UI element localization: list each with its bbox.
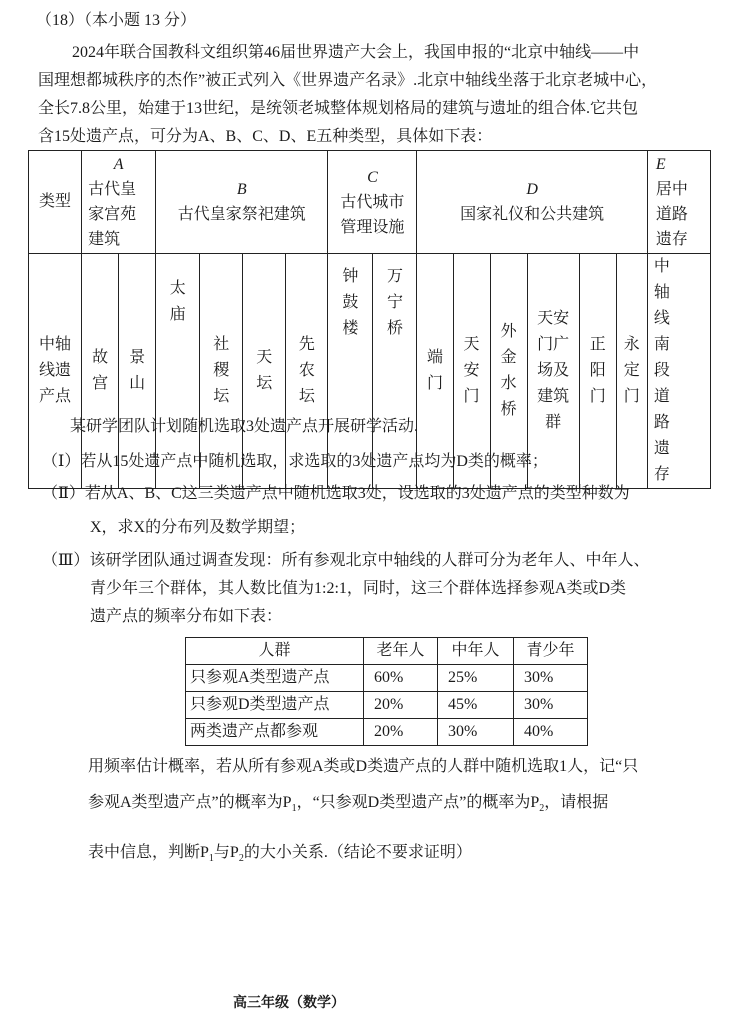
site-cell: 钟鼓楼 — [328, 254, 373, 489]
cell: 20% — [364, 719, 438, 746]
tail-line: 用频率估计概率，若从所有参观A类或D类遗产点的人群中随机选取1人，记“只 — [88, 758, 639, 775]
intro-line: 全长7.8公里，始建于13世纪，是统领老城整体规划格局的建筑与遗址的组合体.它共包 — [38, 100, 639, 117]
header-cell: 青少年 — [514, 638, 588, 665]
type-label: 类型 — [29, 151, 82, 254]
site-cell: 端门 — [417, 254, 453, 489]
question-3-cont: 青少年三个群体，其人数比值为1:2:1，同时，这三个群体选择参观A类或D类 — [90, 580, 627, 597]
site-cell: 社稷坛 — [200, 254, 243, 489]
table-row — [186, 719, 588, 746]
site-cell: 太庙 — [156, 254, 200, 489]
cell: 60% — [364, 665, 438, 692]
heritage-sites-table — [28, 150, 711, 489]
cell: 30% — [438, 719, 514, 746]
site-cell: 中轴线南段道路遗存 — [647, 254, 710, 489]
problem-header: （18）（本小题 13 分） — [36, 12, 197, 29]
category-e: E 居中道路遗存 — [647, 151, 710, 254]
site-cell: 天坛 — [243, 254, 286, 489]
site-cell: 故宫 — [82, 254, 119, 489]
row-label: 只参观D类型遗产点 — [186, 692, 364, 719]
header-cell: 老年人 — [364, 638, 438, 665]
question-3: （Ⅲ）该研学团队通过调查发现：所有参观北京中轴线的人群可分为老年人、中年人、 — [42, 552, 650, 569]
page-footer: 高三年级（数学） — [233, 995, 345, 1011]
category-d: D 国家礼仪和公共建筑 — [417, 151, 647, 254]
header-cell: 人群 — [186, 638, 364, 665]
cell: 20% — [364, 692, 438, 719]
question-3-cont: 遗产点的频率分布如下表： — [90, 608, 283, 625]
intro-line: 国理想都城秩序的杰作”被正式列入《世界遗产名录》.北京中轴线坐落于北京老城中心， — [38, 72, 658, 89]
table-row — [186, 692, 588, 719]
table-row — [186, 665, 588, 692]
row-label: 中轴线遗产点 — [29, 254, 82, 489]
site-cell: 天安门 — [453, 254, 490, 489]
site-cell: 先农坛 — [286, 254, 328, 489]
tail-line: 表中信息，判断$P_1$与$P_2$的大小关系.（结论不要求证明） — [88, 844, 472, 865]
site-cell: 永定门 — [616, 254, 647, 489]
intro-line: 2024年联合国教科文组织第46届世界遗产大会上，我国申报的“北京中轴线——中 — [72, 44, 640, 61]
site-cell: 景山 — [119, 254, 156, 489]
intro-line: 含15处遗产点，可分为A、B、C、D、E五种类型，具体如下表： — [38, 128, 493, 145]
category-a: A 古代皇家宫苑建筑 — [82, 151, 156, 254]
type-row — [29, 151, 711, 254]
category-c: C 古代城市管理设施 — [328, 151, 417, 254]
frequency-table — [185, 637, 588, 746]
cell: 30% — [514, 692, 588, 719]
site-cell: 天安门广场及建筑群 — [527, 254, 579, 489]
cell: 30% — [514, 665, 588, 692]
site-cell: 正阳门 — [579, 254, 616, 489]
question-2-cont: X，求X的分布列及数学期望； — [90, 519, 306, 536]
site-cell: 外金水桥 — [490, 254, 527, 489]
row-label: 只参观A类型遗产点 — [186, 665, 364, 692]
site-cell: 万宁桥 — [373, 254, 417, 489]
question-1: （Ⅰ）若从15处遗产点中随机选取，求选取的3处遗产点均为D类的概率； — [42, 453, 548, 470]
table-header-row — [186, 638, 588, 665]
lead-text: 某研学团队计划随机选取3处遗产点开展研学活动. — [70, 418, 419, 435]
question-2: （Ⅱ）若从A、B、C这三类遗产点中随机选取3处，设选取的3处遗产点的类型种数为 — [42, 485, 630, 502]
category-b: B 古代皇家祭祀建筑 — [156, 151, 328, 254]
header-cell: 中年人 — [438, 638, 514, 665]
cell: 40% — [514, 719, 588, 746]
row-label: 两类遗产点都参观 — [186, 719, 364, 746]
cell: 45% — [438, 692, 514, 719]
cell: 25% — [438, 665, 514, 692]
tail-line: 参观A类型遗产点”的概率为$P_1$，“只参观D类型遗产点”的概率为$P_2$，请根据 — [88, 794, 609, 815]
